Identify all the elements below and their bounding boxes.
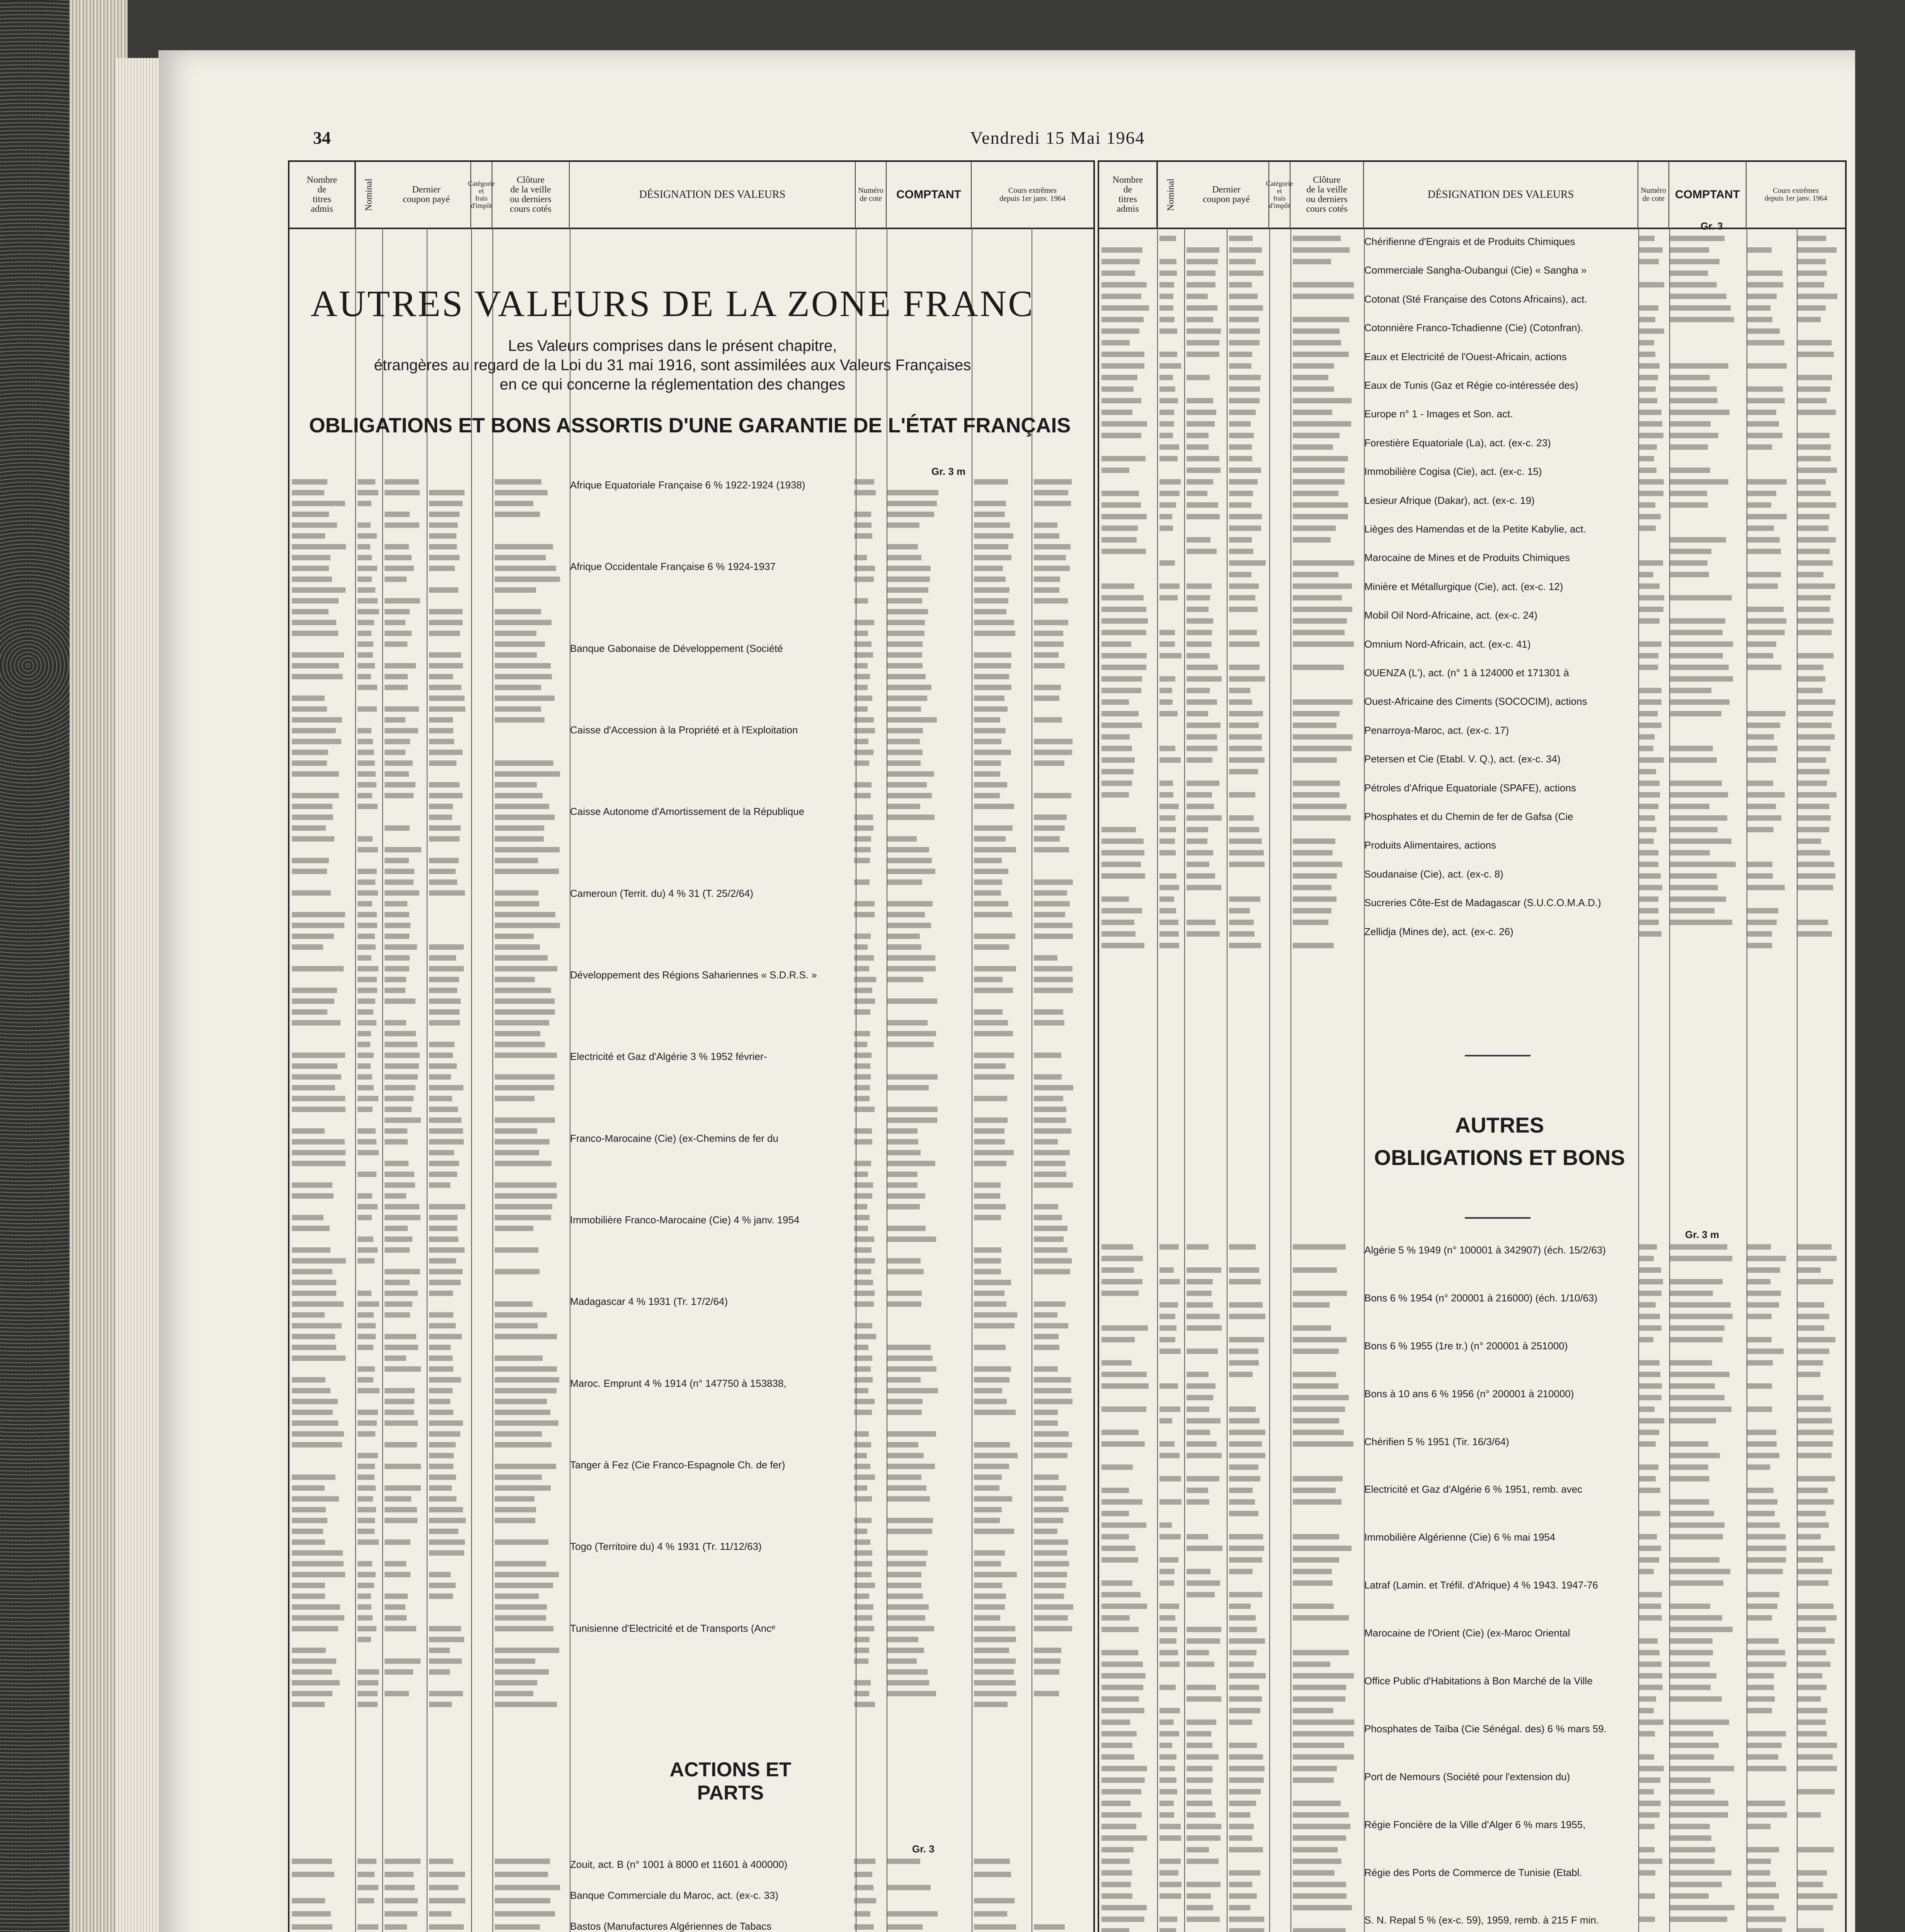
right-entry: Bons 6 % 1954 (n° 200001 à 216000) (éch. 1/10/63) bbox=[1364, 1292, 1598, 1304]
right-entry: Soudanaise (Cie), act. (ex-c. 8) bbox=[1364, 868, 1503, 880]
right-entry: Chérifienne d'Engrais et de Produits Chimiques bbox=[1364, 236, 1575, 247]
right-table-header bbox=[1099, 162, 1845, 229]
left-entry: Bastos (Manufactures Algériennes de Tabacs bbox=[570, 1920, 772, 1932]
left-table-header bbox=[289, 162, 1093, 229]
right-entry: Commerciale Sangha-Oubangui (Cie) « Sangha » bbox=[1364, 264, 1587, 276]
newspaper-page bbox=[158, 50, 1855, 1932]
header-comptant: COMPTANT bbox=[887, 162, 972, 228]
right-entry: Office Public d'Habitations à Bon Marché de la Ville bbox=[1364, 1675, 1593, 1687]
right-entry: Bons à 10 ans 6 % 1956 (n° 200001 à 210000) bbox=[1364, 1388, 1574, 1400]
left-entry: Caisse Autonome d'Amortissement de la République bbox=[570, 806, 805, 818]
chapter-subtitle: Les Valeurs comprises dans le présent chapitre, étrangères au regard de la Loi du 31 mai 1916, sont assimilées aux Valeurs Françaises en ce qui concerne la réglementation des changes bbox=[374, 337, 971, 393]
right-entry: Eaux de Tunis (Gaz et Régie co-intéressée des) bbox=[1364, 379, 1578, 391]
section-obligations-garanties: OBLIGATIONS ET BONS ASSORTIS D'UNE GARANTIE DE L'ÉTAT FRANÇAIS bbox=[309, 414, 1071, 437]
header-cloture: Clôture de la veille ou derniers cours cotés bbox=[492, 162, 570, 228]
header-nombre: Nombre de titres admis bbox=[289, 162, 355, 228]
right-entry: Bons 6 % 1955 (1re tr.) (n° 200001 à 251000) bbox=[1364, 1340, 1568, 1352]
left-entry: Electricité et Gaz d'Algérie 3 % 1952 février- bbox=[570, 1051, 767, 1063]
header-categorie-right: Catégorie et frais d'impôt bbox=[1269, 162, 1290, 228]
header-numero: Numéro de cote bbox=[856, 162, 887, 228]
header-designation: DÉSIGNATION DES VALEURS bbox=[570, 162, 856, 228]
right-entry: Phosphates de Taïba (Cie Sénégal. des) 6 % mars 59. bbox=[1364, 1723, 1607, 1735]
section-autres-line2: OBLIGATIONS ET BONS bbox=[1374, 1145, 1625, 1170]
right-entry: OUENZA (L'), act. (n° 1 à 124000 et 171301 à bbox=[1364, 667, 1569, 679]
section-autres-line1: AUTRES bbox=[1455, 1113, 1544, 1137]
left-entry: Maroc. Emprunt 4 % 1914 (n° 147750 à 153838, bbox=[570, 1377, 787, 1389]
right-entry: Penarroya-Maroc, act. (ex-c. 17) bbox=[1364, 724, 1509, 736]
right-entry: Immobilière Algérienne (Cie) 6 % mai 1954 bbox=[1364, 1531, 1556, 1543]
right-entry: Mobil Oil Nord-Africaine, act. (ex-c. 24) bbox=[1364, 609, 1537, 621]
header-dernier-coupon-right: Dernier coupon payé bbox=[1184, 162, 1269, 228]
stacked-page-edges bbox=[116, 58, 162, 1932]
header-nombre-right: Nombre de titres admis bbox=[1099, 162, 1157, 228]
left-entry: Tunisienne d'Electricité et de Transports (Ancᵉ bbox=[570, 1622, 776, 1634]
right-entry: Pétroles d'Afrique Equatoriale (SPAFE), actions bbox=[1364, 782, 1576, 794]
right-entry: Lièges des Hamendas et de la Petite Kabylie, act. bbox=[1364, 523, 1586, 535]
book-cover-edge bbox=[0, 0, 70, 1932]
right-entry: Phosphates et du Chemin de fer de Gafsa (Cie bbox=[1364, 811, 1573, 822]
right-entry: Régie Foncière de la Ville d'Alger 6 % mars 1955, bbox=[1364, 1818, 1586, 1830]
right-entry: Petersen et Cie (Etabl. V. Q.), act. (ex-c. 34) bbox=[1364, 753, 1561, 765]
right-entry: Zellidja (Mines de), act. (ex-c. 26) bbox=[1364, 925, 1513, 937]
chapter-title: AUTRES VALEURS DE LA ZONE FRANC bbox=[310, 283, 1035, 324]
left-entry: Développement des Régions Sahariennes « S.D.R.S. » bbox=[570, 969, 817, 981]
right-entry: Chérifien 5 % 1951 (Tir. 16/3/64) bbox=[1364, 1435, 1509, 1447]
right-entry: Latraf (Lamin. et Tréfil. d'Afrique) 4 % 1943. 1947-76 bbox=[1364, 1579, 1598, 1591]
left-entry: Afrique Equatoriale Française 6 % 1922-1924 (1938) bbox=[570, 479, 805, 491]
left-entry: Madagascar 4 % 1931 (Tr. 17/2/64) bbox=[570, 1296, 728, 1308]
right-entry: Electricité et Gaz d'Algérie 6 % 1951, remb. avec bbox=[1364, 1483, 1583, 1495]
header-comptant-right: COMPTANT bbox=[1669, 162, 1747, 228]
right-entry: Marocaine de l'Orient (Cie) (ex-Maroc Oriental bbox=[1364, 1627, 1570, 1639]
right-entry: Cotonat (Sté Française des Cotons Africains), act. bbox=[1364, 293, 1587, 305]
header-numero-right: Numéro de cote bbox=[1638, 162, 1669, 228]
left-entry: Immobilière Franco-Marocaine (Cie) 4 % janv. 1954 bbox=[570, 1214, 800, 1226]
section-actions-parts: ACTIONS ET PARTS bbox=[669, 1759, 792, 1804]
left-entry: Banque Commerciale du Maroc, act. (ex-c. 33) bbox=[570, 1889, 778, 1901]
left-entry: Tanger à Fez (Cie Franco-Espagnole Ch. de fer) bbox=[570, 1459, 785, 1471]
right-entry: Port de Nemours (Société pour l'extension du) bbox=[1364, 1770, 1570, 1782]
header-dernier-coupon: Dernier coupon payé bbox=[382, 162, 471, 228]
left-entry: Franco-Marocaine (Cie) (ex-Chemins de fer du bbox=[570, 1132, 778, 1144]
right-entry: Europe n° 1 - Images et Son. act. bbox=[1364, 408, 1513, 420]
group-label: Gr. 3 bbox=[912, 1843, 935, 1855]
right-entry: Cotonnière Franco-Tchadienne (Cie) (Cotonfran). bbox=[1364, 322, 1583, 334]
page-date: Vendredi 15 Mai 1964 bbox=[970, 128, 1145, 148]
right-entry: Produits Alimentaires, actions bbox=[1364, 839, 1496, 851]
left-entry: Cameroun (Territ. du) 4 % 31 (T. 25/2/64) bbox=[570, 887, 753, 899]
left-entry: Caisse d'Accession à la Propriété et à l'Exploitation bbox=[570, 724, 798, 736]
left-entry: Zouit, act. B (n° 1001 à 8000 et 11601 à 400000) bbox=[570, 1859, 788, 1870]
right-entry: Régie des Ports de Commerce de Tunisie (Etabl. bbox=[1364, 1866, 1582, 1878]
group-label: Gr. 3 bbox=[1701, 220, 1723, 232]
left-entry: Togo (Territoire du) 4 % 1931 (Tr. 11/12/63) bbox=[570, 1541, 762, 1553]
group-label: Gr. 3 m bbox=[931, 466, 966, 477]
left-entry: Banque Gabonaise de Développement (Société bbox=[570, 642, 783, 654]
right-entry: Forestière Equatoriale (La), act. (ex-c. 23) bbox=[1364, 437, 1551, 449]
header-categorie: Catégorie et frais d'impôt bbox=[471, 162, 492, 228]
header-nominal-right: Nominal bbox=[1157, 162, 1184, 228]
header-nominal: Nominal bbox=[355, 162, 382, 228]
group-label: Gr. 3 m bbox=[1685, 1229, 1719, 1240]
header-cours-extremes-right: Cours extrêmes depuis 1er janv. 1964 bbox=[1764, 187, 1827, 202]
right-entry: Lesieur Afrique (Dakar), act. (ex-c. 19) bbox=[1364, 494, 1535, 506]
header-cours-extremes: Cours extrêmes depuis 1er janv. 1964 bbox=[999, 186, 1066, 203]
right-entry: Ouest-Africaine des Ciments (SOCOCIM), actions bbox=[1364, 696, 1587, 707]
left-entry: Afrique Occidentale Française 6 % 1924-1937 bbox=[570, 561, 776, 573]
right-entry: Algérie 5 % 1949 (n° 100001 à 342907) (éch. 15/2/63) bbox=[1364, 1244, 1606, 1256]
right-entry: Minière et Métallurgique (Cie), act. (ex-c. 12) bbox=[1364, 580, 1563, 592]
right-entry: Immobilière Cogisa (Cie), act. (ex-c. 15) bbox=[1364, 466, 1542, 478]
header-designation-right: DÉSIGNATION DES VALEURS bbox=[1364, 162, 1638, 228]
right-entry: Marocaine de Mines et de Produits Chimiques bbox=[1364, 552, 1570, 564]
section-autres-obligations bbox=[1349, 1109, 1650, 1174]
right-entry: S. N. Repal 5 % (ex-c. 59), 1959, remb. à 215 F min. bbox=[1364, 1914, 1599, 1926]
page-number: 34 bbox=[313, 128, 331, 148]
right-entry: Eaux et Electricité de l'Ouest-Africain, actions bbox=[1364, 350, 1567, 362]
right-entry: Sucreries Côte-Est de Madagascar (S.U.C.O.M.A.D.) bbox=[1364, 897, 1601, 909]
header-cloture-right: Clôture de la veille ou derniers cours cotés bbox=[1290, 162, 1364, 228]
right-entry: Omnium Nord-Africain, act. (ex-c. 41) bbox=[1364, 638, 1531, 650]
